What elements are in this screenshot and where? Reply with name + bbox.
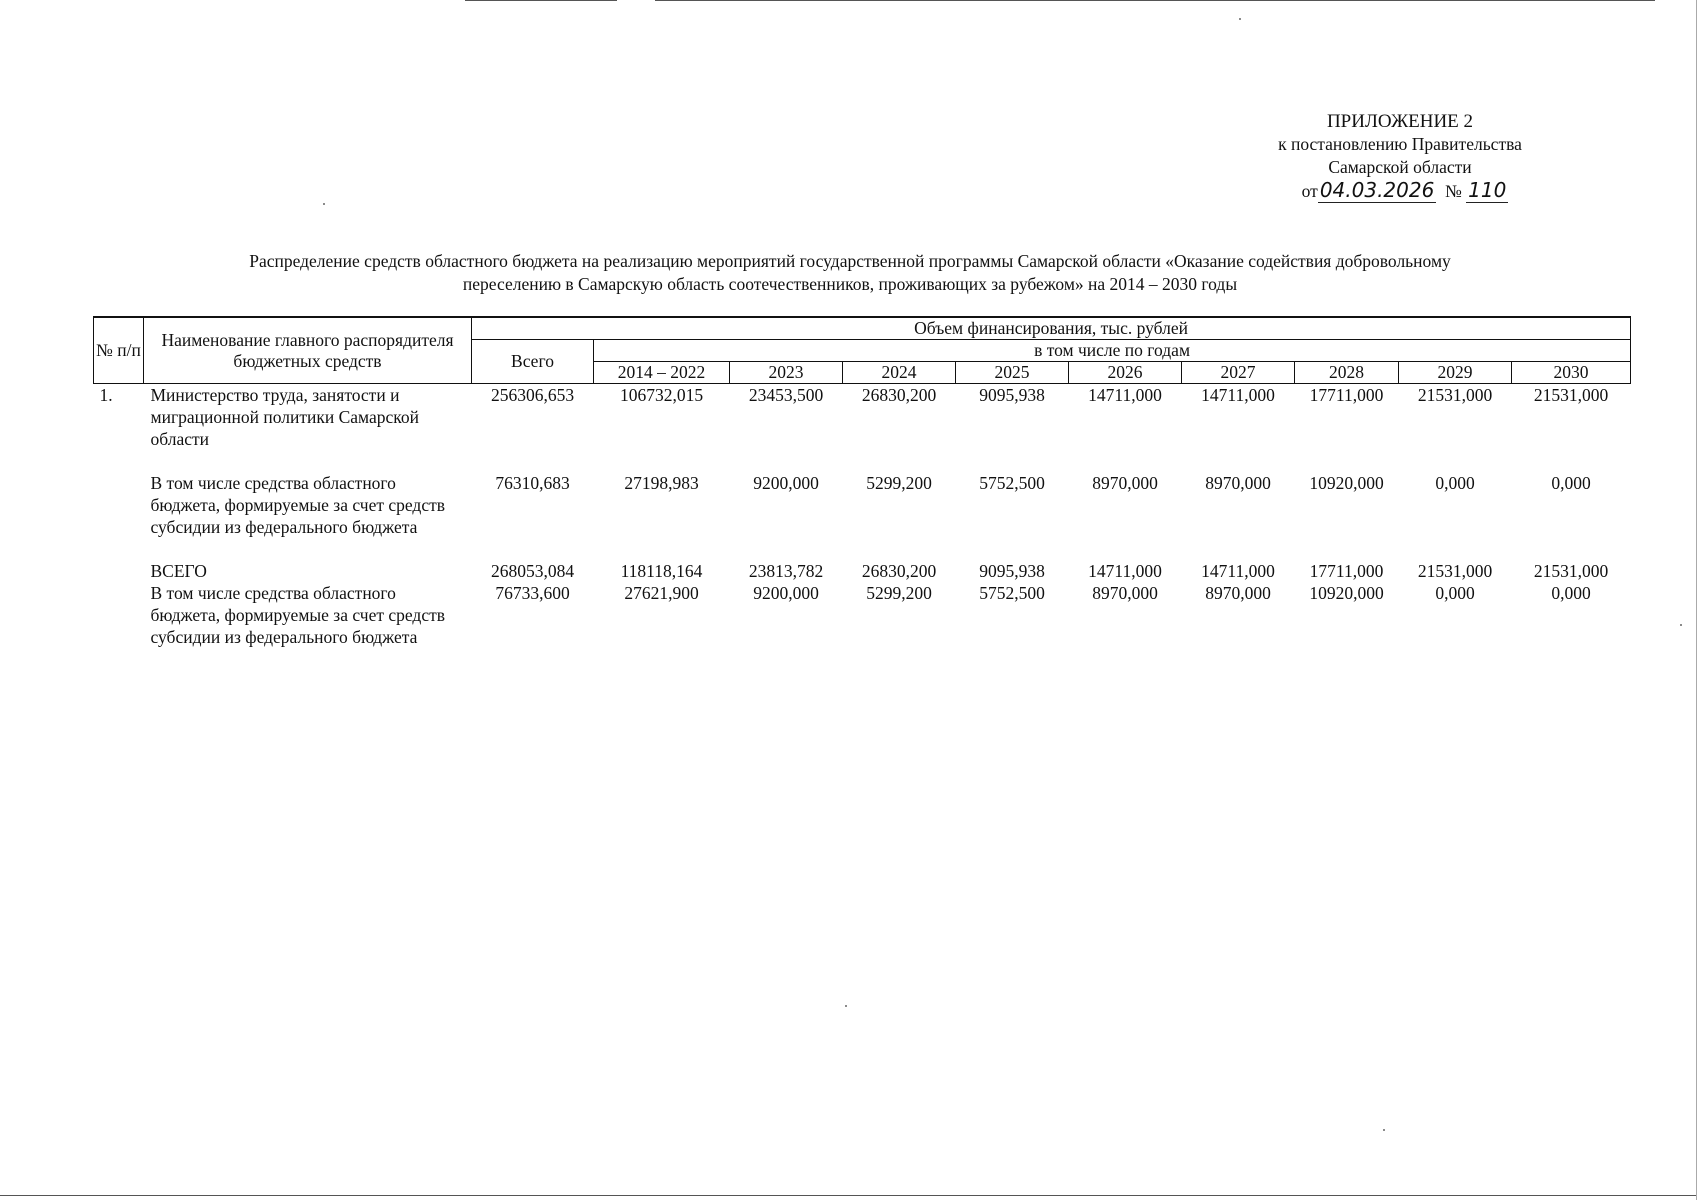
row-name: ВСЕГО xyxy=(150,561,207,581)
handwritten-date: 04.03.2026 xyxy=(1319,178,1435,202)
row-value: 23813,782 xyxy=(748,561,824,581)
number-label: № xyxy=(1445,181,1462,201)
row-value: 5299,200 xyxy=(866,583,932,603)
scan-edge-line xyxy=(0,1195,1697,1196)
row-value: 0,000 xyxy=(1435,473,1475,493)
row-value: 118118,164 xyxy=(620,561,703,581)
table-row xyxy=(94,582,1631,648)
row-value: 23453,500 xyxy=(748,385,824,405)
header-year: 2024 xyxy=(843,362,956,384)
row-value: 17711,000 xyxy=(1309,561,1384,581)
scan-speck xyxy=(1680,624,1682,626)
header-year: 2025 xyxy=(956,362,1069,384)
appendix-line-region: Самарской области xyxy=(1328,157,1472,177)
header-name: Наименование главного распорядителя бюджетных средств xyxy=(144,317,472,384)
row-value: 14711,000 xyxy=(1088,385,1162,405)
row-total: 256306,653 xyxy=(490,385,575,405)
row-value: 8970,000 xyxy=(1205,583,1271,603)
title-line-1: Распределение средств областного бюджета на реализацию мероприятий государственной программы Самарской области «Оказание содействия добровольному xyxy=(249,251,1451,271)
row-value: 0,000 xyxy=(1551,583,1591,603)
row-value: 21531,000 xyxy=(1533,561,1609,581)
row-value: 27621,900 xyxy=(624,583,699,603)
budget-table xyxy=(93,316,1631,648)
row-value: 10920,000 xyxy=(1309,473,1384,493)
row-name: В том числе средства областного бюджета, формируемые за счет средств субсидии из федерального бюджета xyxy=(150,473,445,537)
header-year: 2026 xyxy=(1069,362,1182,384)
table-row xyxy=(94,384,1631,451)
row-index xyxy=(94,472,144,538)
row-value: 5752,500 xyxy=(979,473,1045,493)
header-total: Всего xyxy=(472,340,594,384)
row-value: 21531,000 xyxy=(1533,385,1609,405)
row-value: 8970,000 xyxy=(1092,583,1158,603)
row-total: 268053,084 xyxy=(490,561,575,581)
header-year: 2030 xyxy=(1512,362,1631,384)
row-value: 8970,000 xyxy=(1205,473,1271,493)
document-title xyxy=(80,250,1620,296)
header-year: 2023 xyxy=(730,362,843,384)
scan-speck xyxy=(1383,1129,1385,1131)
row-value: 26830,200 xyxy=(861,561,937,581)
row-total: 76733,600 xyxy=(495,583,570,603)
header-year: 2014 – 2022 xyxy=(594,362,730,384)
row-value: 5752,500 xyxy=(979,583,1045,603)
row-value: 8970,000 xyxy=(1092,473,1158,493)
scan-speck xyxy=(1239,18,1241,20)
table-row xyxy=(94,472,1631,538)
row-value: 9095,938 xyxy=(979,561,1045,581)
header-year: 2027 xyxy=(1182,362,1295,384)
row-value: 21531,000 xyxy=(1417,561,1493,581)
row-name: В том числе средства областного бюджета, формируемые за счет средств субсидии из федерального бюджета xyxy=(150,583,445,647)
row-value: 9095,938 xyxy=(979,385,1045,405)
row-value: 0,000 xyxy=(1435,583,1475,603)
from-label: от xyxy=(1301,181,1318,201)
row-index xyxy=(94,582,144,648)
header-number: № п/п xyxy=(94,317,144,384)
header-funding: Объем финансирования, тыс. рублей xyxy=(472,317,1631,340)
row-total: 76310,683 xyxy=(495,473,570,493)
row-value: 14711,000 xyxy=(1201,385,1275,405)
scan-edge-line xyxy=(465,0,617,1)
row-value: 14711,000 xyxy=(1088,561,1162,581)
spacer-row xyxy=(94,450,1631,472)
row-index xyxy=(94,560,144,582)
row-value: 9200,000 xyxy=(753,583,819,603)
handwritten-number: 110 xyxy=(1468,178,1507,202)
appendix-date-line xyxy=(1235,179,1575,203)
row-value: 21531,000 xyxy=(1417,385,1493,405)
row-value: 0,000 xyxy=(1551,473,1591,493)
header-year: 2029 xyxy=(1399,362,1512,384)
row-value: 5299,200 xyxy=(866,473,932,493)
row-value: 27198,983 xyxy=(624,473,699,493)
appendix-block xyxy=(1230,110,1570,203)
scan-speck xyxy=(323,203,325,205)
row-index: 1. xyxy=(99,385,113,405)
header-year: 2028 xyxy=(1295,362,1399,384)
row-value: 26830,200 xyxy=(861,385,937,405)
row-name: Министерство труда, занятости и миграционной политики Самарской области xyxy=(150,385,419,449)
scan-edge-line xyxy=(655,0,1655,1)
title-line-2: переселению в Самарскую область соотечественников, проживающих за рубежом» на 2014 – 2030 годы xyxy=(462,274,1238,294)
row-value: 10920,000 xyxy=(1309,583,1384,603)
row-value: 9200,000 xyxy=(753,473,819,493)
appendix-title: ПРИЛОЖЕНИЕ 2 xyxy=(1326,111,1474,132)
appendix-line-resolution: к постановлению Правительства xyxy=(1278,134,1522,154)
row-value: 106732,015 xyxy=(619,385,704,405)
scan-speck xyxy=(845,1005,847,1007)
row-value: 17711,000 xyxy=(1309,385,1384,405)
row-value: 14711,000 xyxy=(1201,561,1275,581)
spacer-row xyxy=(94,538,1631,560)
table-row-total xyxy=(94,560,1631,582)
header-by-years: в том числе по годам xyxy=(594,340,1631,362)
